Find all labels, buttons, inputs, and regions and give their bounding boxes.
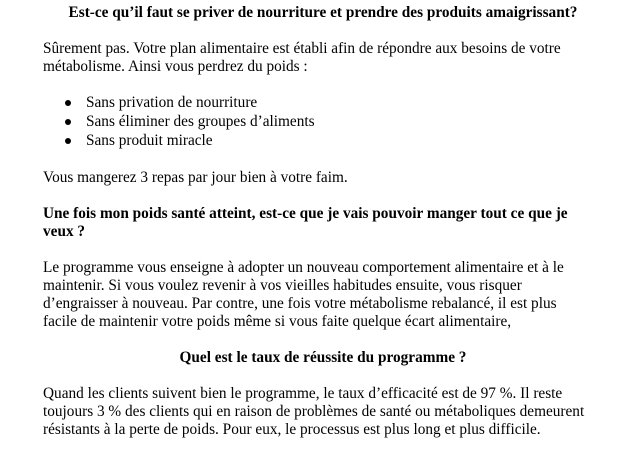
answer-diet-products	[43, 40, 603, 76]
bullet-icon	[65, 138, 71, 144]
answer-line: d’engraisser à nouveau. Par contre, une fois votre métabolisme rebalancé, il est plus	[43, 295, 557, 312]
document	[43, 4, 603, 439]
answer-line: toujours 3 % des clients qui en raison de problèmes de santé ou métaboliques demeurent	[43, 403, 585, 420]
answer-eat-anything	[43, 259, 603, 331]
question-success-rate: Quel est le taux de réussite du programme ?	[179, 349, 467, 366]
bullet-icon	[65, 119, 71, 125]
list-item: Sans produit miracle	[43, 132, 603, 151]
list-item: Sans privation de nourriture	[43, 94, 603, 113]
answer-line: métabolisme. Ainsi vous perdrez du poids :	[43, 58, 308, 75]
bullet-icon	[65, 100, 71, 106]
list-item: Sans éliminer des groupes d’aliments	[43, 113, 603, 132]
answer-line: Sûrement pas. Votre plan alimentaire est établi afin de répondre aux besoins de votre	[43, 40, 561, 57]
meals-statement: Vous mangerez 3 repas par jour bien à votre faim.	[43, 169, 348, 186]
answer-success-rate	[43, 385, 603, 439]
question-diet-products: Est-ce qu’il faut se priver de nourriture et prendre des produits amaigrissant?	[68, 4, 578, 21]
benefits-list	[43, 94, 603, 151]
question-eat-anything: Une fois mon poids santé atteint, est-ce que je vais pouvoir manger tout ce que je veux ?	[43, 205, 568, 240]
answer-line: facile de maintenir votre poids même si vous faite quelque écart alimentaire,	[43, 313, 512, 330]
answer-line: résistants à la perte de poids. Pour eux, le processus est plus long et plus difficile.	[43, 421, 541, 438]
answer-line: Le programme vous enseigne à adopter un nouveau comportement alimentaire et à le	[43, 259, 564, 276]
answer-line: maintenir. Si vous voulez revenir à vos vieilles habitudes ensuite, vous risquer	[43, 277, 522, 294]
answer-line: Quand les clients suivent bien le programme, le taux d’efficacité est de 97 %. Il reste	[43, 385, 563, 402]
